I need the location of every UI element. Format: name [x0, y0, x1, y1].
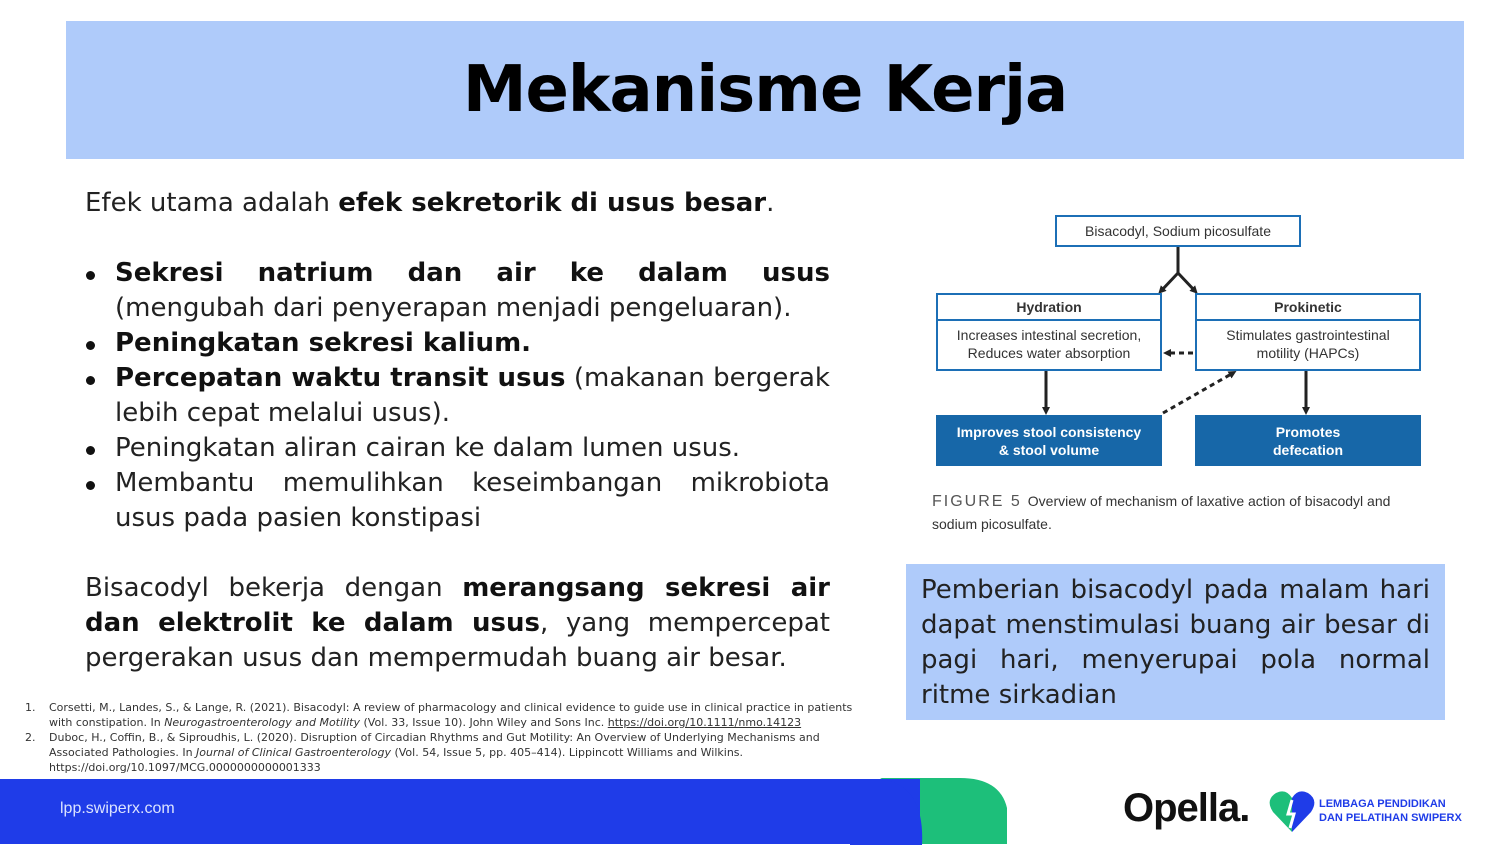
arrow-to-prokinetic	[1178, 273, 1195, 291]
prokinetic-line: motility (HAPCs)	[1256, 345, 1360, 361]
figure-outcome-stool	[936, 415, 1162, 466]
lpp-line: LEMBAGA PENDIDIKAN	[1319, 798, 1446, 810]
lpp-line: DAN PELATIHAN SWIPERX	[1319, 812, 1462, 824]
list-item-text: (mengubah dari penyerapan menjadi pengeluaran).	[115, 293, 792, 323]
reference-text: Corsetti, M., Landes, S., & Lange, R. (2021). Bisacodyl: A review of pharmacology and clinical evidence to guide use in clinical practice in patients with constipation. In	[49, 701, 853, 729]
figure-outcome-defecation	[1195, 415, 1421, 466]
circadian-note: Pemberian bisacodyl pada malam hari dapat menstimulasi buang air besar di pagi hari, menyerupai pola normal ritme sirkadian	[906, 564, 1445, 720]
mechanism-figure	[915, 205, 1445, 550]
reference-item	[25, 730, 875, 775]
arrow-to-hydration	[1161, 273, 1178, 291]
reference-number: 2.	[25, 731, 36, 744]
list-item	[85, 256, 830, 326]
figure-hydration-box	[936, 293, 1162, 371]
figure-prokinetic-box	[1195, 293, 1421, 371]
summary-text: Bisacodyl bekerja dengan	[85, 573, 463, 603]
outcome-line: & stool volume	[998, 441, 1100, 458]
list-item-bold: Peningkatan sekresi kalium.	[115, 328, 532, 358]
intro-end: .	[766, 188, 775, 218]
reference-text: Duboc, H., Coffin, B., & Siproudhis, L. (2020). Disruption of Circadian Rhythms and Gut Motility: An Overview of Underlying Mechanisms and Associated Pathologies. In	[49, 731, 820, 759]
caption-label: FIGURE 5	[932, 493, 1022, 510]
list-item	[85, 326, 830, 361]
reference-journal: Journal of Clinical Gastroenterology	[196, 746, 391, 759]
reference-details: (Vol. 33, Issue 10). John Wiley and Sons Inc.	[360, 716, 608, 729]
reference-details: (Vol. 54, Issue 5, pp. 405–414). Lippincott Williams and Wilkins. https://doi.org/10.1097/MCG.0000000000001333	[49, 746, 744, 774]
list-item	[85, 361, 830, 431]
reference-link[interactable]: https://doi.org/10.1111/nmo.14123	[607, 716, 802, 729]
footer-url[interactable]: lpp.swiperx.com	[60, 800, 175, 817]
summary-end: , yang mempercepat pergerakan usus dan mempermudah buang air besar.	[85, 608, 830, 673]
opella-logo: Opella.	[1123, 786, 1250, 830]
hydration-line: Reduces water absorption	[967, 345, 1131, 361]
lpp-heart-icon	[1268, 790, 1316, 834]
outcome-line: defecation	[1272, 441, 1343, 458]
dashed-arrow-diagonal	[1163, 373, 1233, 413]
figure-caption	[932, 490, 1432, 536]
list-item	[85, 431, 830, 466]
prokinetic-line: Stimulates gastrointestinal	[1226, 327, 1390, 343]
intro-text: Efek utama adalah	[85, 188, 339, 218]
list-item-text: Peningkatan aliran cairan ke dalam lumen usus.	[115, 433, 741, 463]
prokinetic-body	[1197, 321, 1419, 362]
intro-paragraph	[85, 186, 830, 221]
title-banner	[66, 21, 1464, 159]
outcome-line: Improves stool consistency	[956, 423, 1142, 440]
hydration-title: Hydration	[938, 295, 1160, 321]
page-title: Mekanisme Kerja	[462, 53, 1068, 127]
list-item-bold: Sekresi natrium dan air ke dalam usus	[115, 258, 830, 288]
list-item-text: (makanan bergerak lebih cepat melalui usus).	[115, 363, 830, 428]
caption-text: Overview of mechanism of laxative action of bisacodyl and sodium picosulfate.	[932, 493, 1391, 532]
mechanism-list	[85, 256, 830, 536]
outcome-line: Promotes	[1275, 423, 1341, 440]
figure-drug-box: Bisacodyl, Sodium picosulfate	[1055, 215, 1301, 247]
main-content	[85, 186, 830, 676]
footer-curve	[850, 779, 970, 845]
hydration-line: Increases intestinal secretion,	[956, 327, 1142, 343]
hydration-body	[938, 321, 1160, 362]
list-item	[85, 466, 830, 536]
reference-item	[25, 700, 875, 730]
list-item-text: Membantu memulihkan keseimbangan mikrobiota usus pada pasien konstipasi	[115, 468, 830, 533]
summary-bold: merangsang sekresi air dan elektrolit ke dalam usus	[85, 573, 831, 638]
list-item-bold: Percepatan waktu transit usus	[115, 363, 566, 393]
reference-journal: Neurogastroenterology and Motility	[164, 716, 360, 729]
references	[25, 700, 875, 775]
reference-number: 1.	[25, 701, 36, 714]
intro-bold: efek sekretorik di usus besar	[338, 188, 767, 218]
prokinetic-title: Prokinetic	[1197, 295, 1419, 321]
lpp-logo-text	[1319, 797, 1462, 825]
summary-paragraph	[85, 571, 830, 676]
